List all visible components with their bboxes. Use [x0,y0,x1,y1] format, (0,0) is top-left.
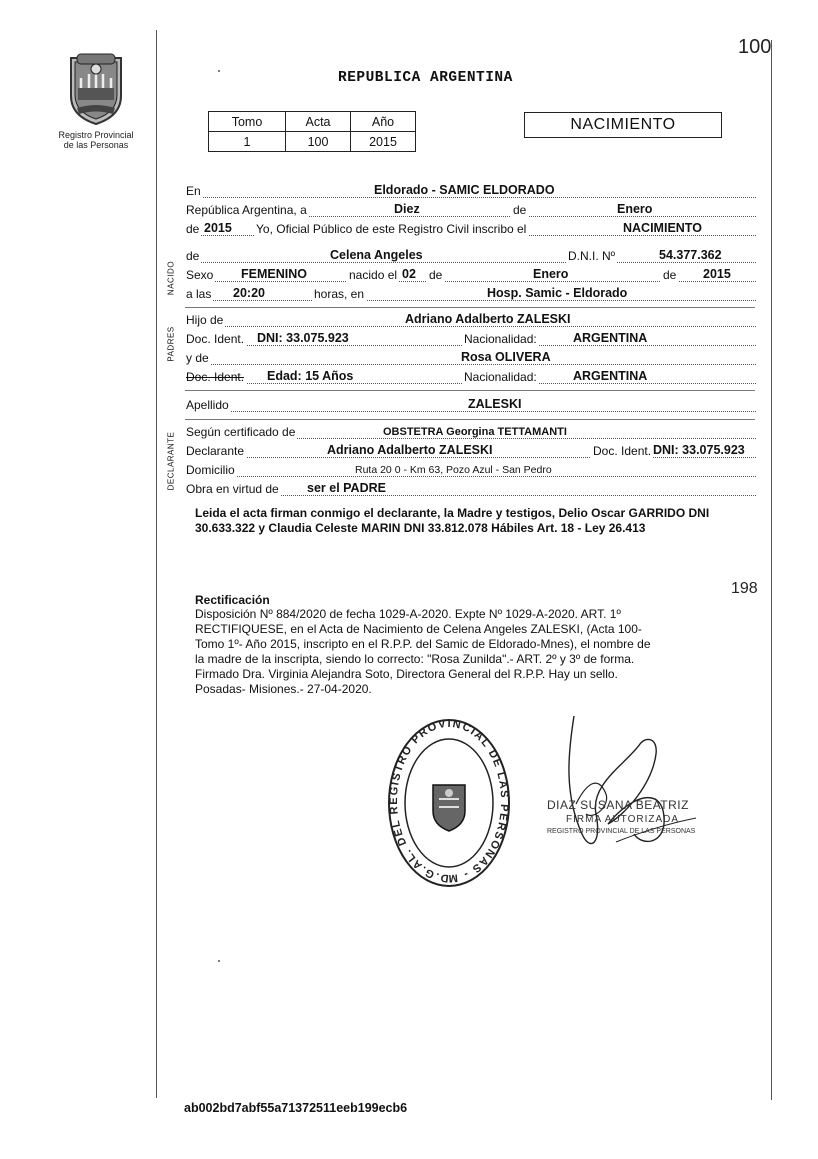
record-table [208,111,416,152]
document-title: REPUBLICA ARGENTINA [338,70,513,86]
sexo-label: Sexo [186,268,214,282]
declarante-line-1 [186,423,756,441]
rectification-line-4: la madre de la inscripta, siendo lo correcto: "Rosa Zunilda".- ART. 2º y 3º de forma. [195,652,635,666]
nacido-el-label: nacido el [349,268,398,282]
mother-doc-label: Doc. Ident. [186,370,245,384]
scan-dot [218,70,220,72]
de-label-3: de [186,249,200,263]
child-name: Celena Angeles [330,248,423,262]
father-doc-label: Doc. Ident. [186,332,245,346]
mother-nationality: ARGENTINA [573,369,648,383]
father-doc: DNI: 33.075.923 [257,331,349,345]
father-nationality-label: Nacionalidad: [464,332,537,346]
padres-line-1 [186,311,756,329]
registration-month: Enero [617,202,653,216]
padres-line-4 [186,368,756,386]
rectification-line-2: RECTIFIQUESE, en el Acta de Nacimiento de Celena Angeles ZALESKI, (Acta 100- [195,622,642,636]
apellido-value: ZALESKI [468,397,522,411]
rectification-line-3: Tomo 1º- Año 2015, inscripto en el R.P.P. del Samic de Eldorado-Mnes), el nombre de [195,637,651,651]
declarante-doc-label: Doc. Ident. [593,444,652,458]
section-divider-apellido [185,390,755,391]
rectification-line-5: Firmado Dra. Virginia Alejandra Soto, Directora General del R.P.P. Hay un sello. [195,667,618,681]
declarante-address: Ruta 20 0 - Km 63, Pozo Azul - San Pedro [355,464,552,476]
stamp-seal-icon [386,717,512,889]
declarante-name: Adriano Adalberto ZALESKI [327,443,493,457]
republica-label: República Argentina, a [186,203,307,217]
registration-day: Diez [394,202,420,216]
padres-line-2 [186,330,756,348]
section-divider-declarante [185,419,755,420]
father-name: Adriano Adalberto ZALESKI [405,312,571,326]
de-label-5: de [663,268,677,282]
acta-value: 100 [286,132,351,152]
acta-header: Acta [286,112,351,132]
rectification-line-6: Posadas- Misiones.- 27-04-2020. [195,682,372,696]
officer-text: Yo, Oficial Público de este Registro Civil inscribo el [256,222,527,236]
declarante-line-4 [186,480,756,498]
certificate-issuer: OBSTETRA Georgina TETTAMANTI [383,426,567,438]
signer-office: REGISTRO PROVINCIAL DE LAS PERSONAS [547,828,696,835]
act-type: NACIMIENTO [623,221,702,235]
record-type-box: NACIMIENTO [524,112,722,138]
nacido-line-3 [186,285,756,303]
father-nationality: ARGENTINA [573,331,648,345]
registration-year: 2015 [204,221,232,235]
intro-line-2 [186,201,756,219]
birth-time: 20:20 [233,286,265,300]
horas-label: horas, en [314,287,365,301]
cert-label: Según certificado de [186,425,296,439]
rectification-number: 198 [731,580,758,597]
signature-icon [546,714,746,864]
ano-value: 2015 [351,132,416,152]
reading-note: Leida el acta firman conmigo el declarante, la Madre y testigos, Delio Oscar GARRIDO DNI 30.633.322 y Claudia Celeste MARIN DNI 33.812.078 Hábiles Art. 18 - Ley 26.413 [195,506,710,535]
document-hash: ab002bd7abf55a71372511eeb199ecb6 [184,1101,408,1115]
registration-place: Eldorado - SAMIC ELDORADO [374,183,555,197]
right-margin-line [771,40,772,1100]
padres-line-3 [186,349,756,367]
birth-year: 2015 [703,267,731,281]
apellido-line [186,396,756,414]
left-margin-line [156,30,157,1098]
signature-scribble [546,714,746,864]
logo-caption-line1: Registro Provincial [58,130,134,140]
mother-doc: Edad: 15 Años [267,369,354,383]
nacido-line-2 [186,266,756,284]
page-number: 100 [738,36,772,58]
logo-caption-line2: de las Personas [63,140,129,150]
a-las-label: a las [186,287,212,301]
declarante-doc: DNI: 33.075.923 [653,443,745,457]
signer-name: DIAZ SUSANA BEATRIZ [547,798,689,812]
intro-line-3 [186,220,756,238]
stamp-text: D.G.AL. DEL REGISTRO PROVINCIAL DE LAS PERSONAS - M [388,717,511,885]
declarante-line-2 [186,442,756,460]
misiones-seal-icon [63,52,129,126]
obra-label: Obra en virtud de [186,482,279,496]
dni-label: D.N.I. Nº [568,249,616,263]
padres-side-label: PADRES [166,326,176,362]
en-label: En [186,184,201,198]
tomo-header: Tomo [209,112,286,132]
signer-role: FIRMA AUTORIZADA [566,814,680,825]
de-label-1: de [513,203,527,217]
birth-day: 02 [402,267,416,281]
declarante-line-3 [186,461,756,479]
rectification-body [195,607,755,697]
birth-month: Enero [533,267,569,281]
rectification-title: Rectificación [195,593,270,607]
nacido-line-1 [186,247,756,265]
mother-name: Rosa OLIVERA [461,350,551,364]
domicilio-label: Domicilio [186,463,235,477]
child-sex: FEMENINO [241,267,307,281]
rectification-line-1: Disposición Nº 884/2020 de fecha 1029-A-2020. Expte Nº 1029-A-2020. ART. 1º [195,607,621,621]
apellido-label: Apellido [186,398,229,412]
scan-dot [218,960,220,962]
declarante-label: Declarante [186,444,245,458]
birth-place: Hosp. Samic - Eldorado [487,286,628,300]
nacido-side-label: NACIDO [166,260,176,296]
y-de-label: y de [186,351,209,365]
declarante-reason: ser el PADRE [307,481,386,495]
hijo-de-label: Hijo de [186,313,224,327]
mother-nationality-label: Nacionalidad: [464,370,537,384]
child-dni: 54.377.362 [659,248,722,262]
de-label-2: de [186,222,200,236]
record-value-row [209,132,416,152]
intro-line-1 [186,182,756,200]
provincial-registry-logo [58,52,134,150]
declarante-side-label: DECLARANTE [166,431,176,491]
section-divider-padres [185,307,755,308]
de-label-4: de [429,268,443,282]
tomo-value: 1 [209,132,286,152]
official-stamp [386,717,512,889]
record-header-row [209,112,416,132]
ano-header: Año [351,112,416,132]
